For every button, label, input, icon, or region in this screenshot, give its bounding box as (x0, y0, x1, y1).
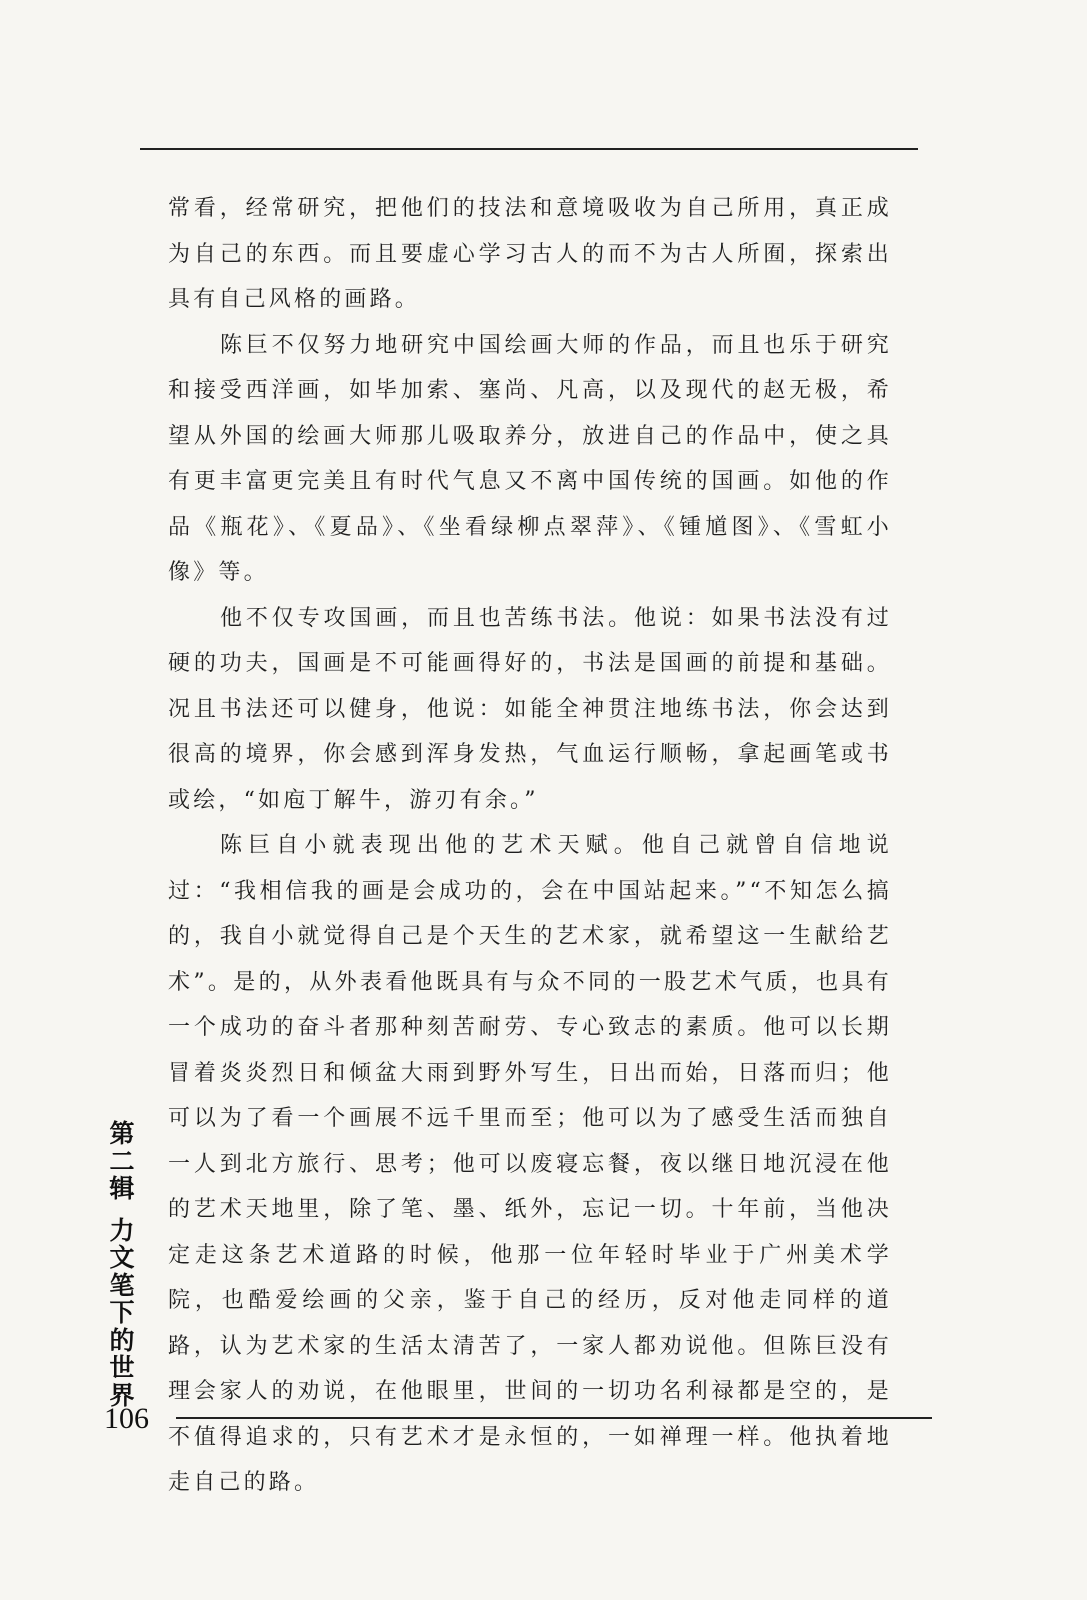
header-rule (140, 148, 918, 150)
vertical-running-title (104, 1120, 140, 1409)
body-text (168, 186, 892, 1506)
section-label: 第 二 辑 (109, 1119, 135, 1203)
paragraph-2: 陈巨不仅努力地研究中国绘画大师的作品，而且也乐于研究和接受西洋画，如毕加索、塞尚、凡高，以及现代的赵无极，希望从外国的绘画大师那儿吸取养分，放进自己的作品中，使之具有更丰富更完美且有时代气息又不离中国传统的国画。如他的作品《瓶花》、《夏品》、《坐看绿柳点翠萍》、《锺馗图》、《雪虹小像》等。 (168, 332, 892, 585)
paragraph-3: 他不仅专攻国画，而且也苦练书法。他说：如果书法没有过硬的功夫，国画是不可能画得好的，书法是国画的前提和基础。况且书法还可以健身，他说：如能全神贯注地练书法，你会达到很高的境界，你会感到浑身发热，气血运行顺畅，拿起画笔或书或绘，“如庖丁解牛，游刃有余。” (168, 605, 892, 813)
paragraph-4: 陈巨自小就表现出他的艺术天赋。他自己就曾自信地说过：“我相信我的画是会成功的，会在中国站起来。”“不知怎么搞的，我自小就觉得自己是个天生的艺术家，就希望这一生献给艺术”。是的，从外表看他既具有与众不同的一股艺术气质，也具有一个成功的奋斗者那种刻苦耐劳、专心致志的素质。他可以长期冒着炎炎烈日和倾盆大雨到野外写生，日出而始，日落而归；他可以为了看一个画展不远千里而至；他可以为了感受生活而独自一人到北方旅行、思考；他可以废寝忘餐，夜以继日地沉浸在他的艺术天地里，除了笔、墨、纸外，忘记一切。十年前，当他决定走这条艺术道路的时候，他那一位年轻时毕业于广州美术学院，也酷爱绘画的父亲，鉴于自己的经历，反对他走同样的道路，认为艺术家的生活太清苦了，一家人都劝说他。但陈巨没有理会家人的劝说，在他眼里，世间的一切功名利禄都是空的，是不值得追求的，只有艺术才是永恒的，一如禅理一样。他执着地走自己的路。 (168, 833, 892, 1495)
book-title: 力 文 笔 下 的 世 界 (109, 1215, 135, 1410)
page-number: 106 (104, 1402, 149, 1435)
paragraph-1: 常看，经常研究，把他们的技法和意境吸收为自己所用，真正成为自己的东西。而且要虚心学习古人的而不为古人所囿，探索出具有自己风格的画路。 (168, 196, 892, 312)
footer-rule (176, 1417, 932, 1419)
